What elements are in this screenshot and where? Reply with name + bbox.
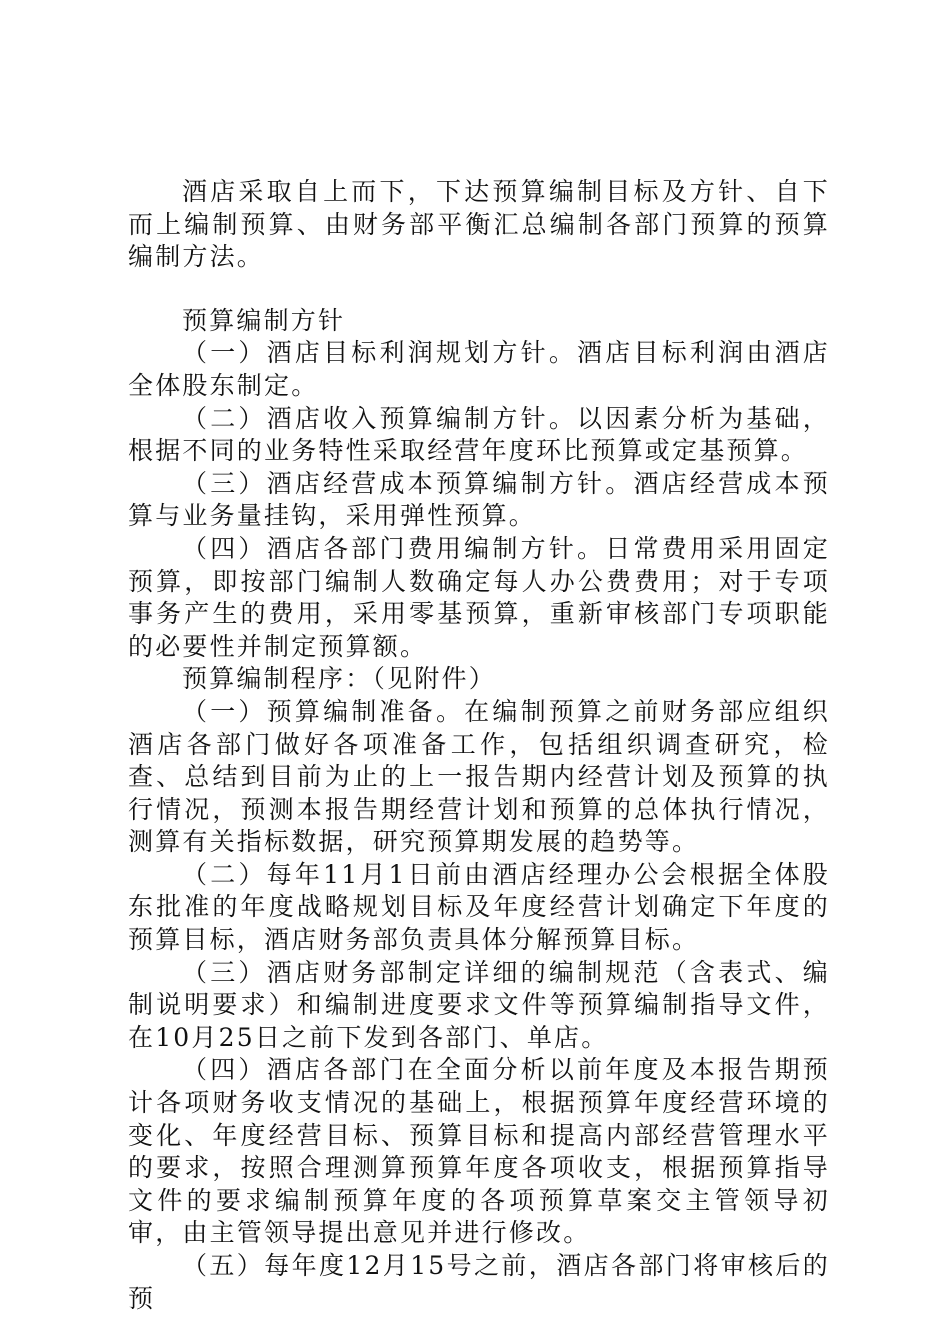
paragraph-spacer bbox=[128, 274, 830, 305]
policy-item-4: （四）酒店各部门费用编制方针。日常费用采用固定预算，即按部门编制人数确定每人办公费费用；对于专项事务产生的费用，采用零基预算，重新审核部门专项职能的必要性并制定预算额。 bbox=[128, 533, 830, 661]
document-body bbox=[128, 176, 830, 1315]
procedure-item-4: （四）酒店各部门在全面分析以前年度及本报告期预计各项财务收支情况的基础上，根据预算年度经营环境的变化、年度经营目标、预算目标和提高内部经营管理水平的要求，按照合理测算预算年度各项收支，根据预算指导文件的要求编制预算年度的各项预算草案交主管领导初审，由主管领导提出意见并进行修改。 bbox=[128, 1055, 830, 1248]
policy-item-2: （二）酒店收入预算编制方针。以因素分析为基础，根据不同的业务特性采取经营年度环比预算或定基预算。 bbox=[128, 403, 830, 466]
policy-item-1: （一）酒店目标利润规划方针。酒店目标利润由酒店全体股东制定。 bbox=[128, 338, 830, 400]
section-heading-policy: 预算编制方针 bbox=[182, 305, 346, 335]
procedure-item-3: （三）酒店财务部制定详细的编制规范（含表式、编制说明要求）和编制进度要求文件等预算编制指导文件，在10月25日之前下发到各部门、单店。 bbox=[128, 957, 830, 1052]
procedure-item-2: （二）每年11月1日前由酒店经理办公会根据全体股东批准的年度战略规划目标及年度经营计划确定下年度的预算目标，酒店财务部负责具体分解预算目标。 bbox=[128, 859, 830, 955]
policy-item-3: （三）酒店经营成本预算编制方针。酒店经营成本预算与业务量挂钩，采用弹性预算。 bbox=[128, 468, 830, 531]
procedure-item-1: （一）预算编制准备。在编制预算之前财务部应组织酒店各部门做好各项准备工作，包括组织调查研究，检查、总结到目前为止的上一报告期内经营计划及预算的执行情况，预测本报告期经营计划和预算的总体执行情况，测算有关指标数据，研究预算期发展的趋势等。 bbox=[128, 696, 830, 857]
procedure-item-5: （五）每年度12月15号之前，酒店各部门将审核后的预 bbox=[128, 1251, 830, 1313]
section-heading-procedure: 预算编制程序：（见附件） bbox=[182, 664, 496, 694]
intro-paragraph: 酒店采取自上而下，下达预算编制目标及方针、自下而上编制预算、由财务部平衡汇总编制各部门预算的预算编制方法。 bbox=[128, 177, 830, 272]
